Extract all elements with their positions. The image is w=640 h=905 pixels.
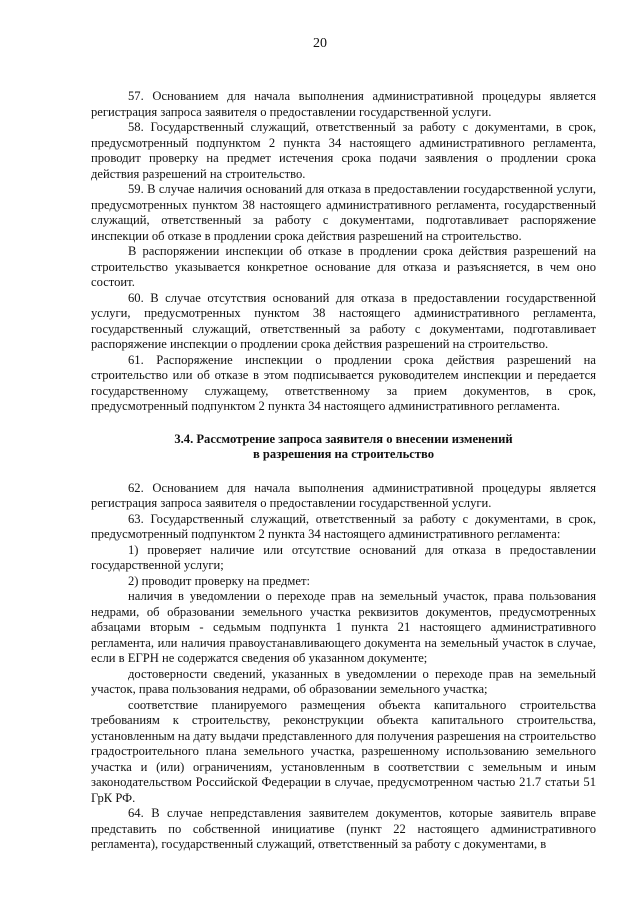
paragraph-63: 63. Государственный служащий, ответственный за работу с документами, в срок, предусмотренный подпунктом 2 пункта 34 настоящего административного регламента: [91,511,596,541]
paragraph-61: 61. Распоряжение инспекции о продлении срока действия разрешений на строительство или об отказе в этом подписывается руководителем инспекции и передается государственному служащему, ответственному за прием документов, в срок, предусмотренный подпунктом 2 пункта 34 настоящего административного регламента. [91,352,596,413]
paragraph-62: 62. Основанием для начала выполнения административной процедуры является регистрация запроса заявителя о предоставлении государственной услуги. [91,480,596,510]
paragraph-63-check-2: достоверности сведений, указанных в уведомлении о переходе прав на земельный участок, права пользования недрами, об образовании земельного участка; [91,666,596,696]
section-heading-line-2: в разрешения на строительство [252,447,435,461]
section-heading [91,432,596,463]
paragraph-63-item-2: 2) проводит проверку на предмет: [128,573,310,588]
paragraph-59-note: В распоряжении инспекции об отказе в продлении срока действия разрешений на строительство указывается конкретное основание для отказа и разъясняется, в чем оно состоит. [91,244,596,289]
paragraph-60: 60. В случае отсутствия оснований для отказа в предоставлении государственной услуги, предусмотренных пунктом 38 настоящего административного регламента, государственный служащий, ответственный за работу с документами, подготавливает распоряжение инспекции о продлении срока действия разрешений на строительство. [91,290,596,351]
section-heading-line-1: 3.4. Рассмотрение запроса заявителя о внесении изменений [174,431,513,446]
paragraph-63-check-3: соответствие планируемого размещения объекта капитального строительства требованиям к строительству, реконструкции объекта капитального строительства, установленным на дату выдачи представленного для получения разрешения на строительство градостроительного плана земельного участка, разрешенному использованию земельного участка и (или) ограничениям, установленным в соответствии с земельным и иным законодательством Российской Федерации в случае, предусмотренном частью 21.7 статьи 51 ГрК РФ. [91,697,596,805]
paragraph-59: 59. В случае наличия оснований для отказа в предоставлении государственной услуги, предусмотренных пунктом 38 настоящего административного регламента, государственный служащий, ответственный за работу с документами, подготавливает распоряжение инспекции об отказе в продлении срока действия разрешений на строительство. [91,182,596,243]
paragraph-57: 57. Основанием для начала выполнения административной процедуры является регистрация запроса заявителя о предоставлении государственной услуги. [91,89,596,119]
paragraph-64: 64. В случае непредставления заявителем документов, которые заявитель вправе представить по собственной инициативе (пункт 22 настоящего административного регламента), государственный служащий, ответственный за работу с документами, в [91,806,596,851]
paragraph-63-check-1: наличия в уведомлении о переходе прав на земельный участок, права пользования недрами, об образовании земельного участка реквизитов документов, предусмотренных абзацами вторым - седьмым подпункта 1 пункта 21 настоящего административного регламента, или наличия правоустанавливающего документа на земельный участок в случае, если в ЕГРН не содержатся сведения об указанном документе; [91,589,596,665]
paragraph-58: 58. Государственный служащий, ответственный за работу с документами, в срок, предусмотренный подпунктом 2 пункта 34 настоящего административного регламента, проводит проверку на предмет истечения срока подачи заявления о продлении срока действия разрешений на строительство. [91,120,596,181]
page-number: 20 [313,36,327,51]
paragraph-63-item-1: 1) проверяет наличие или отсутствие оснований для отказа в предоставлении государственной услуги; [91,542,596,572]
document-body [91,89,596,853]
